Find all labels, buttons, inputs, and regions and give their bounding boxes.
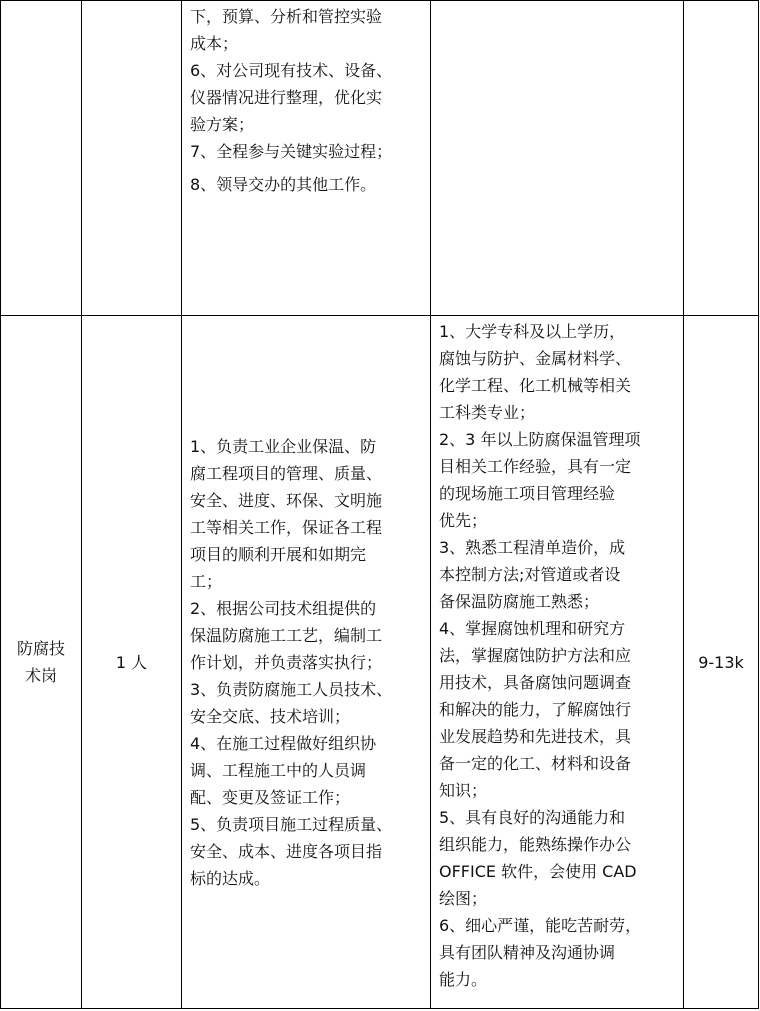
- duty-line: 7、全程参与关键实验过程；: [190, 142, 393, 161]
- duty-line: 5、负责项目施工过程质量、: [190, 814, 393, 834]
- duty-line: 安全交底、技术培训；: [190, 706, 351, 726]
- duty-line: 6、对公司现有技术、设备、: [190, 61, 393, 80]
- requirement-line: 用技术，具备腐蚀问题调查: [439, 673, 632, 692]
- requirement-line: 2、3 年以上防腐保温管理项: [439, 430, 641, 449]
- requirement-line: 备一定的化工、材料和设备: [439, 754, 632, 773]
- duty-line: 8、领导交办的其他工作。: [190, 175, 377, 194]
- requirements-cell: [431, 1, 684, 316]
- requirement-line: 5、具有良好的沟通能力和: [439, 808, 626, 827]
- duty-line: 调、工程施工中的人员调: [190, 760, 367, 780]
- requirement-line: 能力。: [439, 970, 488, 989]
- requirement-line: 具有团队精神及沟通协调: [439, 943, 616, 962]
- requirement-line: 绘图；: [439, 889, 488, 908]
- duty-line: 下，预算、分析和管控实验: [190, 7, 383, 26]
- requirement-line: 组织能力，能熟练操作办公: [439, 835, 632, 854]
- duty-line: 1、负责工业企业保温、防: [190, 436, 377, 456]
- requirement-line: 3、熟悉工程清单造价，成: [439, 538, 626, 557]
- requirement-line: 优先；: [439, 511, 488, 530]
- duty-line: 标的达成。: [190, 868, 271, 888]
- duty-line: 工等相关工作，保证各工程: [190, 517, 383, 537]
- requirement-line: 业发展趋势和先进技术，具: [439, 727, 632, 746]
- position-cell: [1, 316, 82, 1009]
- count-cell: [82, 316, 182, 1009]
- table-row: [1, 316, 759, 1009]
- duties-cell: [182, 1, 431, 316]
- duty-line: 作计划，并负责落实执行；: [190, 652, 383, 672]
- duty-line: 工；: [190, 571, 223, 591]
- headcount: 1 人: [115, 652, 148, 672]
- duty-line: 腐工程项目的管理、质量、: [190, 463, 383, 483]
- requirement-line: 法，掌握腐蚀防护方法和应: [439, 646, 632, 665]
- count-cell: [82, 1, 182, 316]
- duty-line: 4、在施工过程做好组织协: [190, 733, 377, 753]
- requirement-line: 本控制方法;对管道或者设: [439, 565, 621, 584]
- requirement-line: 的现场施工项目管理经验: [439, 484, 616, 503]
- duty-line: 配、变更及签证工作；: [190, 787, 351, 807]
- duty-line: 仪器情况进行整理，优化实: [190, 88, 383, 107]
- table-row: [1, 1, 759, 316]
- salary-range: 9-13k: [698, 652, 744, 672]
- requirement-line: 1、大学专科及以上学历，: [439, 322, 626, 341]
- requirement-line: 备保温防腐施工熟悉；: [439, 592, 600, 611]
- duty-line: 2、根据公司技术组提供的: [190, 598, 377, 618]
- requirement-line: 目相关工作经验，具有一定: [439, 457, 632, 476]
- requirement-line: 工科类专业；: [439, 403, 536, 422]
- position-title: 防腐技: [16, 639, 65, 658]
- position-title: 术岗: [24, 666, 57, 685]
- requirement-line: 4、掌握腐蚀机理和研究方: [439, 619, 626, 638]
- duty-line: 成本；: [190, 34, 239, 53]
- duty-line: 项目的顺利开展和如期完: [190, 544, 367, 564]
- duties-cell: [182, 316, 431, 1009]
- duty-line: 安全、进度、环保、文明施: [190, 490, 383, 510]
- requirement-line: 化学工程、化工机械等相关: [439, 376, 632, 395]
- position-cell: [1, 1, 82, 316]
- requirements-cell: [431, 316, 684, 1009]
- requirement-line: 6、细心严谨，能吃苦耐劳，: [439, 916, 642, 935]
- duty-line: 保温防腐施工工艺，编制工: [190, 625, 383, 645]
- requirement-line: 腐蚀与防护、金属材料学、: [439, 349, 632, 368]
- duty-line: 3、负责防腐施工人员技术、: [190, 679, 393, 699]
- salary-cell: [684, 316, 759, 1009]
- requirement-line: OFFICE 软件，会使用 CAD: [439, 862, 637, 881]
- duty-line: 安全、成本、进度各项目指: [190, 841, 383, 861]
- requirement-line: 和解决的能力，了解腐蚀行: [439, 700, 632, 719]
- duty-line: 验方案；: [190, 115, 255, 134]
- salary-cell: [684, 1, 759, 316]
- requirement-line: 知识；: [439, 781, 488, 800]
